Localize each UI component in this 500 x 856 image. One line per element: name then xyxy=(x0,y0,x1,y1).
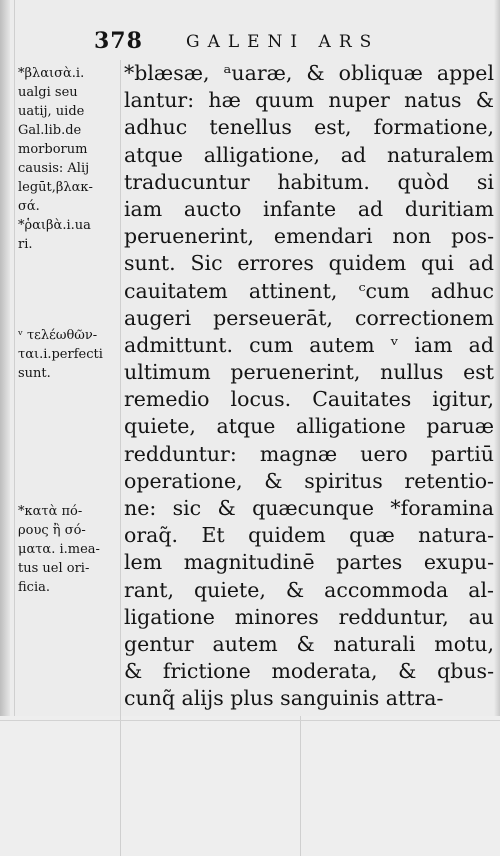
body-text-line: rant, quiete, & accommoda al- xyxy=(124,577,494,602)
body-text-line: ne: sic & quæcunque *foramina xyxy=(124,496,494,520)
margin-rule-inner xyxy=(120,60,121,716)
margin-note-line: σά. xyxy=(18,199,40,214)
body-text-line: ligatione minores redduntur, au xyxy=(124,604,494,629)
blank-lower-area xyxy=(0,716,500,856)
body-text-line: operatione, & spiritus retentio- xyxy=(124,468,494,493)
margin-note-line: Gal.lib.de xyxy=(18,123,82,138)
body-text-line: augeri perseuerāt, correctionem xyxy=(124,305,494,330)
margin-note-line: *βλαισὰ.i. xyxy=(18,66,85,81)
margin-note-line: causis: Alij xyxy=(18,161,90,176)
body-text-line: peruenerint, emendari non pos- xyxy=(124,224,494,249)
body-text-line: lantur: hæ quum nuper natus & xyxy=(124,88,494,113)
grid-line xyxy=(120,716,121,856)
body-text-line: ultimum peruenerint, nullus est xyxy=(124,360,494,385)
page-header xyxy=(94,28,494,54)
body-text-line: sunt. Sic errores quidem qui ad xyxy=(124,251,494,276)
body-text-line: iam aucto infante ad duritiam xyxy=(124,196,494,221)
margin-note-line: *κατὰ πό- xyxy=(18,504,83,519)
body-text-line: cauitatem attinent, ᶜcum adhuc xyxy=(124,278,494,303)
margin-gloss-3 xyxy=(18,502,120,597)
main-text-column xyxy=(124,60,494,713)
body-text-line: quiete, atque alligatione paruæ xyxy=(124,414,494,439)
margin-note-line: uatij, uide xyxy=(18,104,85,119)
margin-note-line: ρους ἢ σό- xyxy=(18,523,86,538)
margin-note-line: ᵛ τελέωθῶν- xyxy=(18,328,98,343)
margin-gloss-1 xyxy=(18,64,120,254)
margin-note-line: morborum xyxy=(18,142,88,157)
body-text-line: *blæsæ, ᵃuaræ, & obliquæ appel xyxy=(124,61,494,85)
body-text-line: traducuntur habitum. quòd si xyxy=(124,169,494,194)
margin-gloss-2 xyxy=(18,326,120,383)
margin-note-line: ualgi seu xyxy=(18,85,78,100)
page-number: 378 xyxy=(94,28,143,54)
grid-line xyxy=(300,716,301,856)
margin-note-line: ficia. xyxy=(18,580,50,595)
body-text-line: admittunt. cum autem ᵛ iam ad xyxy=(124,332,494,357)
margin-note-line: ri. xyxy=(18,237,33,252)
margin-note-line: ται.i.perfecti xyxy=(18,347,103,362)
body-text-line: atque alligatione, ad naturalem xyxy=(124,142,494,167)
grid-line xyxy=(0,720,500,721)
body-text-line: adhuc tenellus est, formatione, xyxy=(124,115,494,140)
body-text-line: cunq̃ alijs plus sanguinis attra- xyxy=(124,686,444,711)
body-text-line: lem magnitudinē partes exupu- xyxy=(124,550,494,575)
body-text-line: gentur autem & naturali motu, xyxy=(124,631,494,656)
margin-note-line: tus uel ori- xyxy=(18,561,90,576)
margin-note-line: ματα. i.mea- xyxy=(18,542,100,557)
margin-note-line: *ῥαιβὰ.i.ua xyxy=(18,218,91,233)
body-text-line: remedio locus. Cauitates igitur, xyxy=(124,387,494,412)
body-text-line: & frictione moderata, & qbus- xyxy=(124,659,494,684)
body-text-line: redduntur: magnæ uero partiū xyxy=(124,441,494,466)
body-text-line: oraq̃. Et quidem quæ natura- xyxy=(124,523,494,548)
margin-note-line: sunt. xyxy=(18,366,51,381)
margin-note-line: legūt,βλακ- xyxy=(18,180,93,195)
running-head: GALENI ARS xyxy=(186,32,380,52)
